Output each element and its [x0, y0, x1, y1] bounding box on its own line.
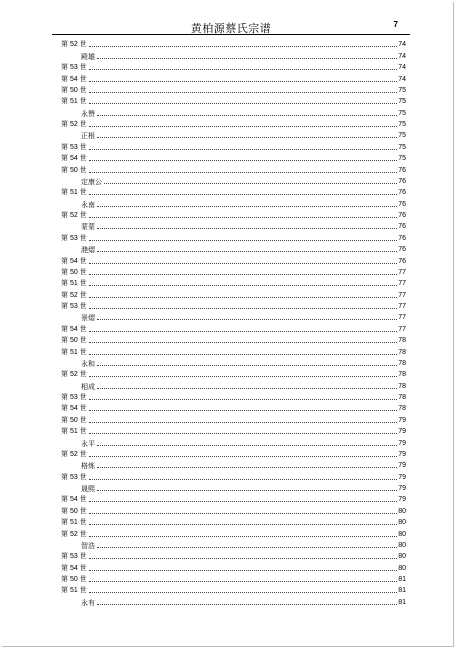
toc-generation-entry[interactable] [61, 584, 406, 595]
toc-person-entry[interactable] [61, 220, 406, 231]
toc-entry-label: 第 50 世 [61, 507, 87, 515]
dot-leader [89, 172, 398, 173]
toc-entry-label: 第 52 世 [61, 530, 87, 538]
dot-leader [89, 308, 398, 309]
toc-generation-entry[interactable] [61, 413, 406, 424]
toc-entry-label: 殿雄 [81, 52, 95, 61]
dot-leader [89, 149, 398, 150]
toc-entry-label: 第 54 世 [61, 405, 87, 413]
dot-leader [89, 456, 398, 457]
toc-entry-page: 74 [398, 75, 406, 83]
toc-entry-label: 蒙蒙 [81, 223, 95, 232]
dot-leader [89, 558, 398, 559]
toc-entry-label: 第 51 世 [61, 348, 87, 356]
dot-leader [97, 115, 397, 116]
toc-entry-page: 75 [398, 155, 406, 163]
toc-entry-page: 79 [398, 462, 406, 470]
toc-entry-label: 永平 [81, 439, 95, 448]
toc-generation-entry[interactable] [61, 231, 406, 242]
toc-entry-page: 74 [398, 41, 406, 49]
toc-generation-entry[interactable] [61, 163, 406, 174]
toc-entry-label: 第 52 世 [61, 121, 87, 128]
toc-entry-label: 第 52 世 [61, 41, 87, 49]
page-header [52, 18, 410, 35]
toc-generation-entry[interactable] [61, 277, 406, 288]
dot-leader [89, 581, 398, 582]
toc-generation-entry[interactable] [61, 300, 406, 311]
toc-entry-page: 78 [398, 348, 406, 356]
toc-generation-entry[interactable] [61, 391, 406, 402]
toc-entry-page: 79 [398, 428, 406, 436]
toc-entry-page: 79 [398, 485, 406, 492]
toc-generation-entry[interactable] [61, 527, 406, 538]
dot-leader [97, 137, 397, 138]
dot-leader [89, 342, 398, 343]
toc-entry-page: 77 [398, 268, 406, 276]
toc-person-entry[interactable] [61, 379, 406, 390]
toc-entry-label: 第 51 世 [61, 280, 87, 288]
toc-entry-page: 77 [398, 303, 406, 310]
toc-entry-label: 第 54 世 [61, 564, 87, 572]
toc-generation-entry[interactable] [61, 152, 406, 163]
toc-entry-page: 76 [398, 189, 406, 197]
toc-generation-entry[interactable] [61, 61, 406, 72]
toc-entry-label: 正根 [81, 132, 95, 141]
toc-entry-page: 80 [398, 519, 406, 527]
toc-generation-entry[interactable] [61, 573, 406, 584]
dot-leader [89, 81, 398, 82]
toc-entry-page: 77 [398, 280, 406, 288]
toc-entry-page: 75 [398, 98, 406, 106]
toc-entry-label: 第 51 世 [61, 189, 87, 197]
toc-entry-page: 75 [398, 132, 406, 140]
toc-entry-label: 第 54 世 [61, 75, 87, 83]
toc-generation-entry[interactable] [61, 561, 406, 572]
toc-entry-label: 景熠 [81, 314, 95, 323]
toc-entry-page: 76 [398, 177, 406, 185]
toc-entry-page: 74 [398, 64, 406, 72]
toc-entry-page: 77 [398, 314, 406, 322]
dot-leader [89, 103, 398, 104]
toc-generation-entry[interactable] [61, 254, 406, 265]
toc-generation-entry[interactable] [61, 368, 406, 379]
toc-entry-page: 77 [398, 291, 406, 299]
toc-entry-page: 76 [398, 234, 406, 242]
toc-generation-entry[interactable] [61, 402, 406, 413]
toc-person-entry[interactable] [61, 436, 406, 447]
toc-generation-entry[interactable] [61, 209, 406, 220]
toc-entry-label: 永赞 [81, 109, 95, 118]
toc-entry-label: 晟熙 [81, 485, 95, 493]
dot-leader [89, 92, 398, 93]
dot-leader [97, 604, 397, 605]
toc-entry-label: 第 50 世 [61, 166, 87, 174]
dot-leader [89, 331, 398, 332]
dot-leader [97, 365, 397, 366]
page-number: 7 [393, 20, 398, 29]
toc-entry-label: 第 52 世 [61, 291, 87, 299]
toc-entry-page: 79 [398, 439, 406, 447]
toc-entry-label: 第 53 世 [61, 234, 87, 242]
toc-entry-page: 81 [398, 598, 406, 606]
toc-entry-label: 第 50 世 [61, 86, 87, 94]
toc-entry-label: 第 53 世 [61, 553, 87, 561]
toc-person-entry[interactable] [61, 539, 406, 550]
toc-generation-entry[interactable] [61, 186, 406, 197]
dot-leader [97, 206, 397, 207]
toc-entry-page: 80 [398, 553, 406, 561]
dot-leader [89, 501, 398, 502]
toc-entry-page: 78 [398, 394, 406, 401]
toc-person-entry[interactable] [61, 482, 406, 493]
dot-leader [89, 217, 398, 218]
toc-entry-page: 76 [398, 257, 406, 265]
dot-leader [97, 58, 397, 59]
dot-leader [89, 274, 398, 275]
dot-leader [89, 513, 398, 514]
toc-entry-page: 76 [398, 200, 406, 208]
toc-entry-page: 75 [398, 121, 406, 128]
toc-generation-entry[interactable] [61, 118, 406, 129]
toc-entry-page: 81 [398, 576, 406, 583]
toc-entry-page: 75 [398, 109, 406, 117]
dot-leader [89, 240, 398, 241]
toc-entry-page: 79 [398, 450, 406, 458]
toc-generation-entry[interactable] [61, 266, 406, 277]
toc-entry-page: 78 [398, 337, 406, 345]
toc-generation-entry[interactable] [61, 95, 406, 106]
dot-leader [89, 126, 398, 127]
toc-generation-entry[interactable] [61, 345, 406, 356]
toc-generation-entry[interactable] [61, 448, 406, 459]
toc-entry-label: 第 50 世 [61, 268, 87, 276]
dot-leader [97, 547, 397, 548]
toc-entry-page: 76 [398, 212, 406, 219]
toc-generation-entry[interactable] [61, 140, 406, 151]
toc-entry-page: 78 [398, 359, 406, 367]
toc-person-entry[interactable] [61, 311, 406, 322]
dot-leader [89, 194, 398, 195]
dot-leader [89, 570, 398, 571]
toc-person-entry[interactable] [61, 357, 406, 368]
toc-person-entry[interactable] [61, 106, 406, 117]
toc-entry-label: 第 52 世 [61, 450, 87, 458]
document-title: 黄柏源蔡氏宗谱 [190, 22, 272, 35]
toc-generation-entry[interactable] [61, 38, 406, 49]
toc-entry-page: 79 [398, 416, 406, 424]
dot-leader [89, 410, 398, 411]
toc-entry-label: 第 53 世 [61, 473, 87, 481]
toc-generation-entry[interactable] [61, 334, 406, 345]
dot-leader [97, 319, 397, 320]
toc-person-entry[interactable] [61, 175, 406, 186]
toc-entry-label: 第 51 世 [61, 587, 87, 595]
toc-entry-label: 第 53 世 [61, 64, 87, 72]
toc-entry-page: 77 [398, 325, 406, 333]
toc-entry-label: 第 53 世 [61, 394, 87, 401]
toc-generation-entry[interactable] [61, 322, 406, 333]
toc-entry-label: 第 54 世 [61, 496, 87, 504]
toc-generation-entry[interactable] [61, 288, 406, 299]
toc-entry-page: 76 [398, 223, 406, 231]
toc-generation-entry[interactable] [61, 425, 406, 436]
dot-leader [89, 376, 398, 377]
dot-leader [97, 445, 397, 446]
toc-generation-entry[interactable] [61, 516, 406, 527]
toc-entry-page: 75 [398, 143, 406, 151]
dot-leader [89, 46, 398, 47]
toc-entry-page: 79 [398, 473, 406, 481]
toc-entry-label: 永南 [81, 200, 95, 209]
toc-entry-page: 80 [398, 507, 406, 515]
toc-entry-label: 第 54 世 [61, 257, 87, 265]
toc-entry-label: 第 50 世 [61, 337, 87, 345]
dot-leader [97, 251, 397, 252]
toc-entry-label: 第 51 世 [61, 428, 87, 436]
toc-entry-page: 78 [398, 405, 406, 413]
dot-leader [97, 467, 397, 468]
toc-entry-page: 79 [398, 496, 406, 504]
dot-leader [89, 285, 398, 286]
dot-leader [97, 228, 397, 229]
toc-person-entry[interactable] [61, 49, 406, 60]
toc-entry-page: 78 [398, 382, 406, 390]
toc-entry-page: 76 [398, 246, 406, 254]
toc-entry-label: 相成 [81, 382, 95, 391]
toc-entry-label: 定康公 [81, 177, 102, 186]
toc-generation-entry[interactable] [61, 84, 406, 95]
toc-entry-label: 第 52 世 [61, 212, 87, 219]
toc-generation-entry[interactable] [61, 504, 406, 515]
dot-leader [89, 399, 398, 400]
dot-leader [89, 524, 398, 525]
dot-leader [89, 536, 398, 537]
toc-entry-page: 80 [398, 564, 406, 572]
toc-entry-label: 第 50 世 [61, 416, 87, 424]
toc-generation-entry[interactable] [61, 72, 406, 83]
toc-person-entry[interactable] [61, 459, 406, 470]
toc-entry-label: 第 50 世 [61, 576, 87, 583]
dot-leader [89, 297, 398, 298]
toc-entry-label: 第 53 世 [61, 143, 87, 151]
toc-generation-entry[interactable] [61, 470, 406, 481]
toc-entry-label: 格炼 [81, 462, 95, 471]
toc-entry-page: 76 [398, 166, 406, 174]
dot-leader [89, 160, 398, 161]
toc-person-entry[interactable] [61, 243, 406, 254]
dot-leader [104, 183, 397, 184]
dot-leader [89, 479, 398, 480]
dot-leader [89, 263, 398, 264]
toc-entry-page: 78 [398, 371, 406, 379]
dot-leader [97, 490, 397, 491]
toc-entry-page: 74 [398, 52, 406, 60]
toc-person-entry[interactable] [61, 129, 406, 140]
toc-entry-label: 永和 [81, 359, 95, 368]
toc-entry-label: 第 53 世 [61, 303, 87, 310]
toc-generation-entry[interactable] [61, 493, 406, 504]
toc-entry-page: 81 [398, 587, 406, 595]
table-of-contents [61, 38, 406, 607]
toc-entry-label: 第 51 世 [61, 519, 87, 527]
toc-entry-label: 第 51 世 [61, 98, 87, 106]
toc-entry-label: 智浩 [81, 541, 95, 550]
dot-leader [89, 69, 398, 70]
dot-leader [89, 354, 398, 355]
toc-generation-entry[interactable] [61, 550, 406, 561]
toc-entry-page: 80 [398, 541, 406, 549]
toc-entry-label: 第 54 世 [61, 155, 87, 163]
toc-entry-label: 第 52 世 [61, 371, 87, 379]
toc-entry-label: 永有 [81, 598, 95, 607]
toc-entry-page: 80 [398, 530, 406, 538]
toc-entry-label: 第 54 世 [61, 325, 87, 333]
toc-entry-page: 75 [398, 86, 406, 94]
dot-leader [97, 388, 397, 389]
toc-person-entry[interactable] [61, 595, 406, 606]
toc-person-entry[interactable] [61, 197, 406, 208]
dot-leader [89, 422, 398, 423]
dot-leader [89, 592, 398, 593]
toc-entry-label: 滟熠 [81, 246, 95, 255]
dot-leader [89, 433, 398, 434]
